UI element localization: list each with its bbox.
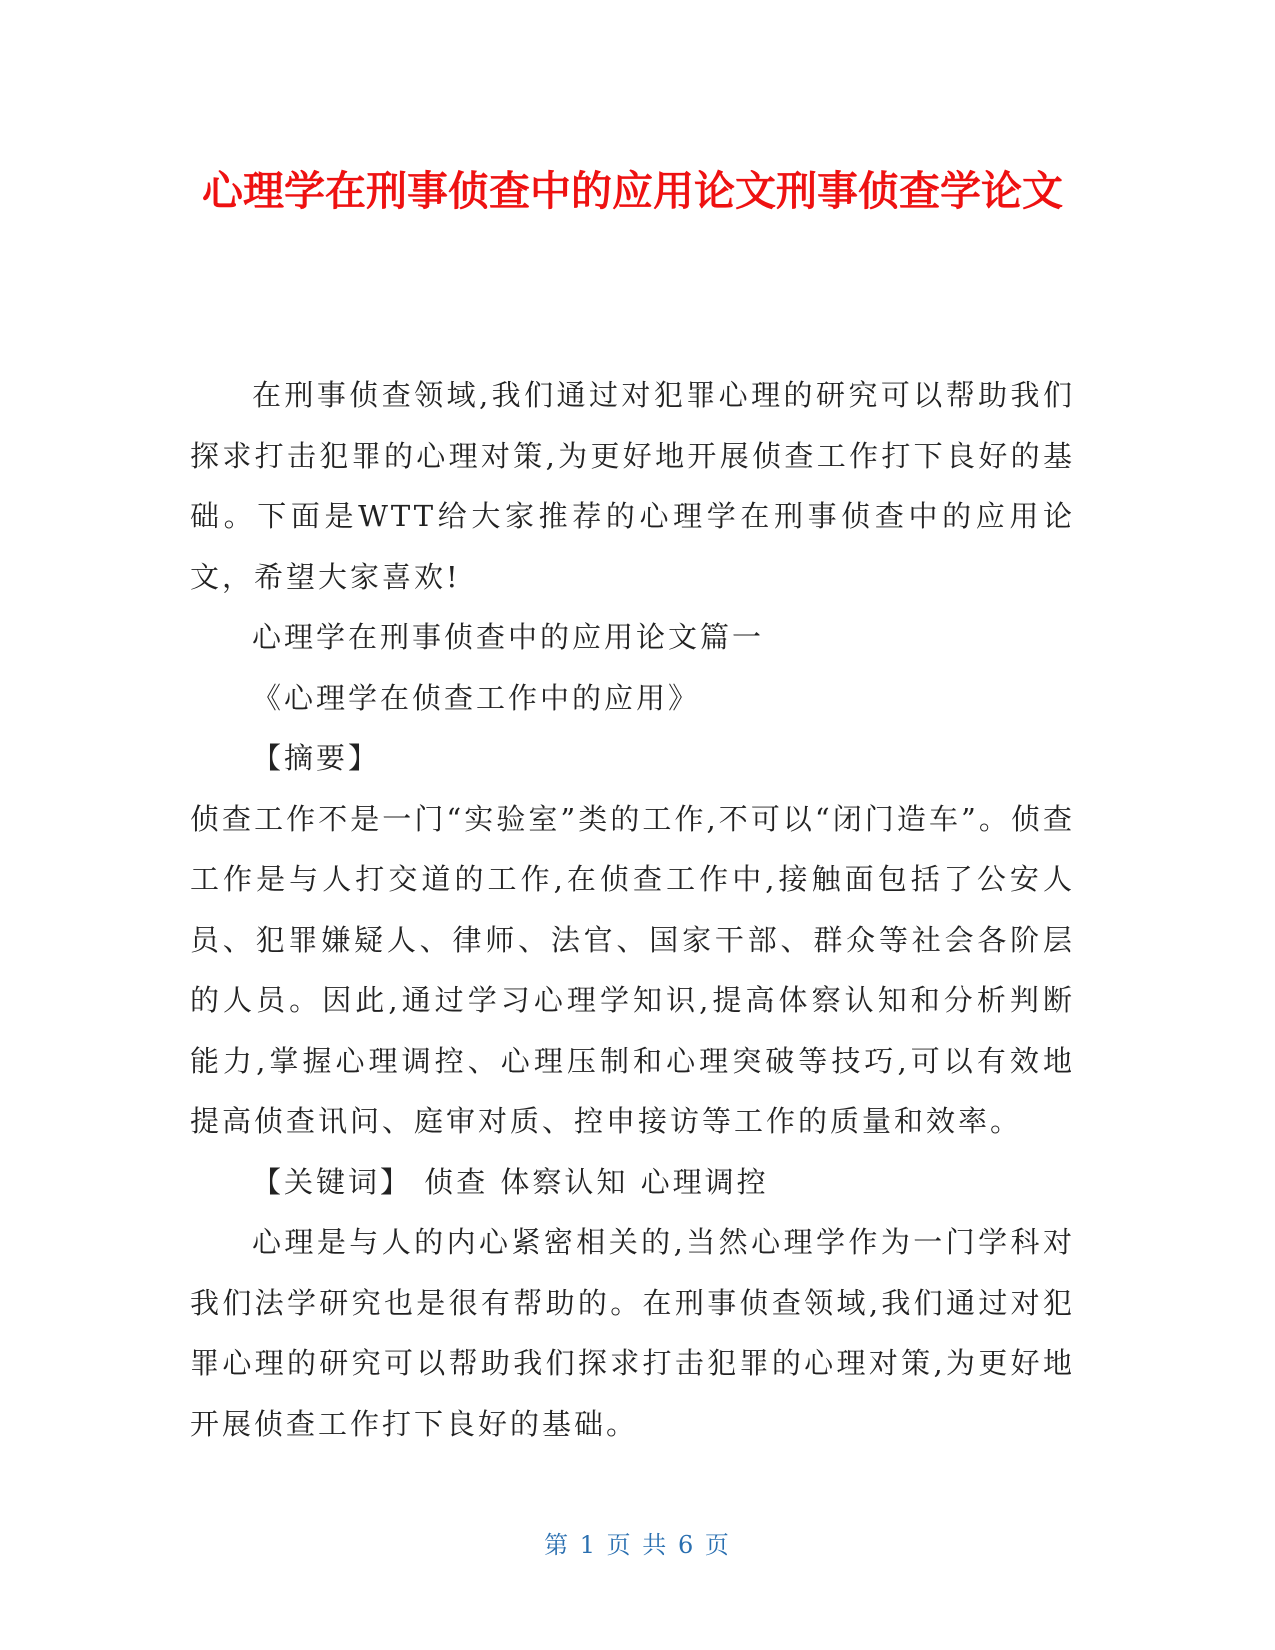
document-body: [190, 365, 1075, 1454]
document-title: 心理学在刑事侦查中的应用论文刑事侦查学论文: [202, 167, 1063, 215]
page-number-footer: 第 1 页 共 6 页: [544, 1531, 731, 1559]
abstract-label: 【摘要】: [252, 741, 381, 775]
intro-paragraph: 在刑事侦查领域,我们通过对犯罪心理的研究可以帮助我们探求打击犯罪的心理对策,为更好地开展侦查工作打下良好的基础。下面是WTT给大家推荐的心理学在刑事侦查中的应用论文，希望大家喜欢!: [190, 378, 1075, 594]
abstract-paragraph: 侦查工作不是一门“实验室”类的工作,不可以“闭门造车”。侦查工作是与人打交道的工作,在侦查工作中,接触面包括了公安人员、犯罪嫌疑人、律师、法官、国家干部、群众等社会各阶层的人员。因此,通过学习心理学知识,提高体察认知和分析判断能力,掌握心理调控、心理压制和心理突破等技巧,可以有效地提高侦查讯问、庭审对质、控申接访等工作的质量和效率。: [190, 801, 1075, 1138]
paper-title: 《心理学在侦查工作中的应用》: [252, 680, 701, 715]
body-paragraph: 心理是与人的内心紧密相关的,当然心理学作为一门学科对我们法学研究也是很有帮助的。在刑事侦查领域,我们通过对犯罪心理的研究可以帮助我们探求打击犯罪的心理对策,为更好地开展侦查工作打下良好的基础。: [190, 1225, 1075, 1441]
keywords-line: 【关键词】 侦查 体察认知 心理调控: [252, 1164, 769, 1199]
section-heading: 心理学在刑事侦查中的应用论文篇一: [252, 620, 765, 654]
